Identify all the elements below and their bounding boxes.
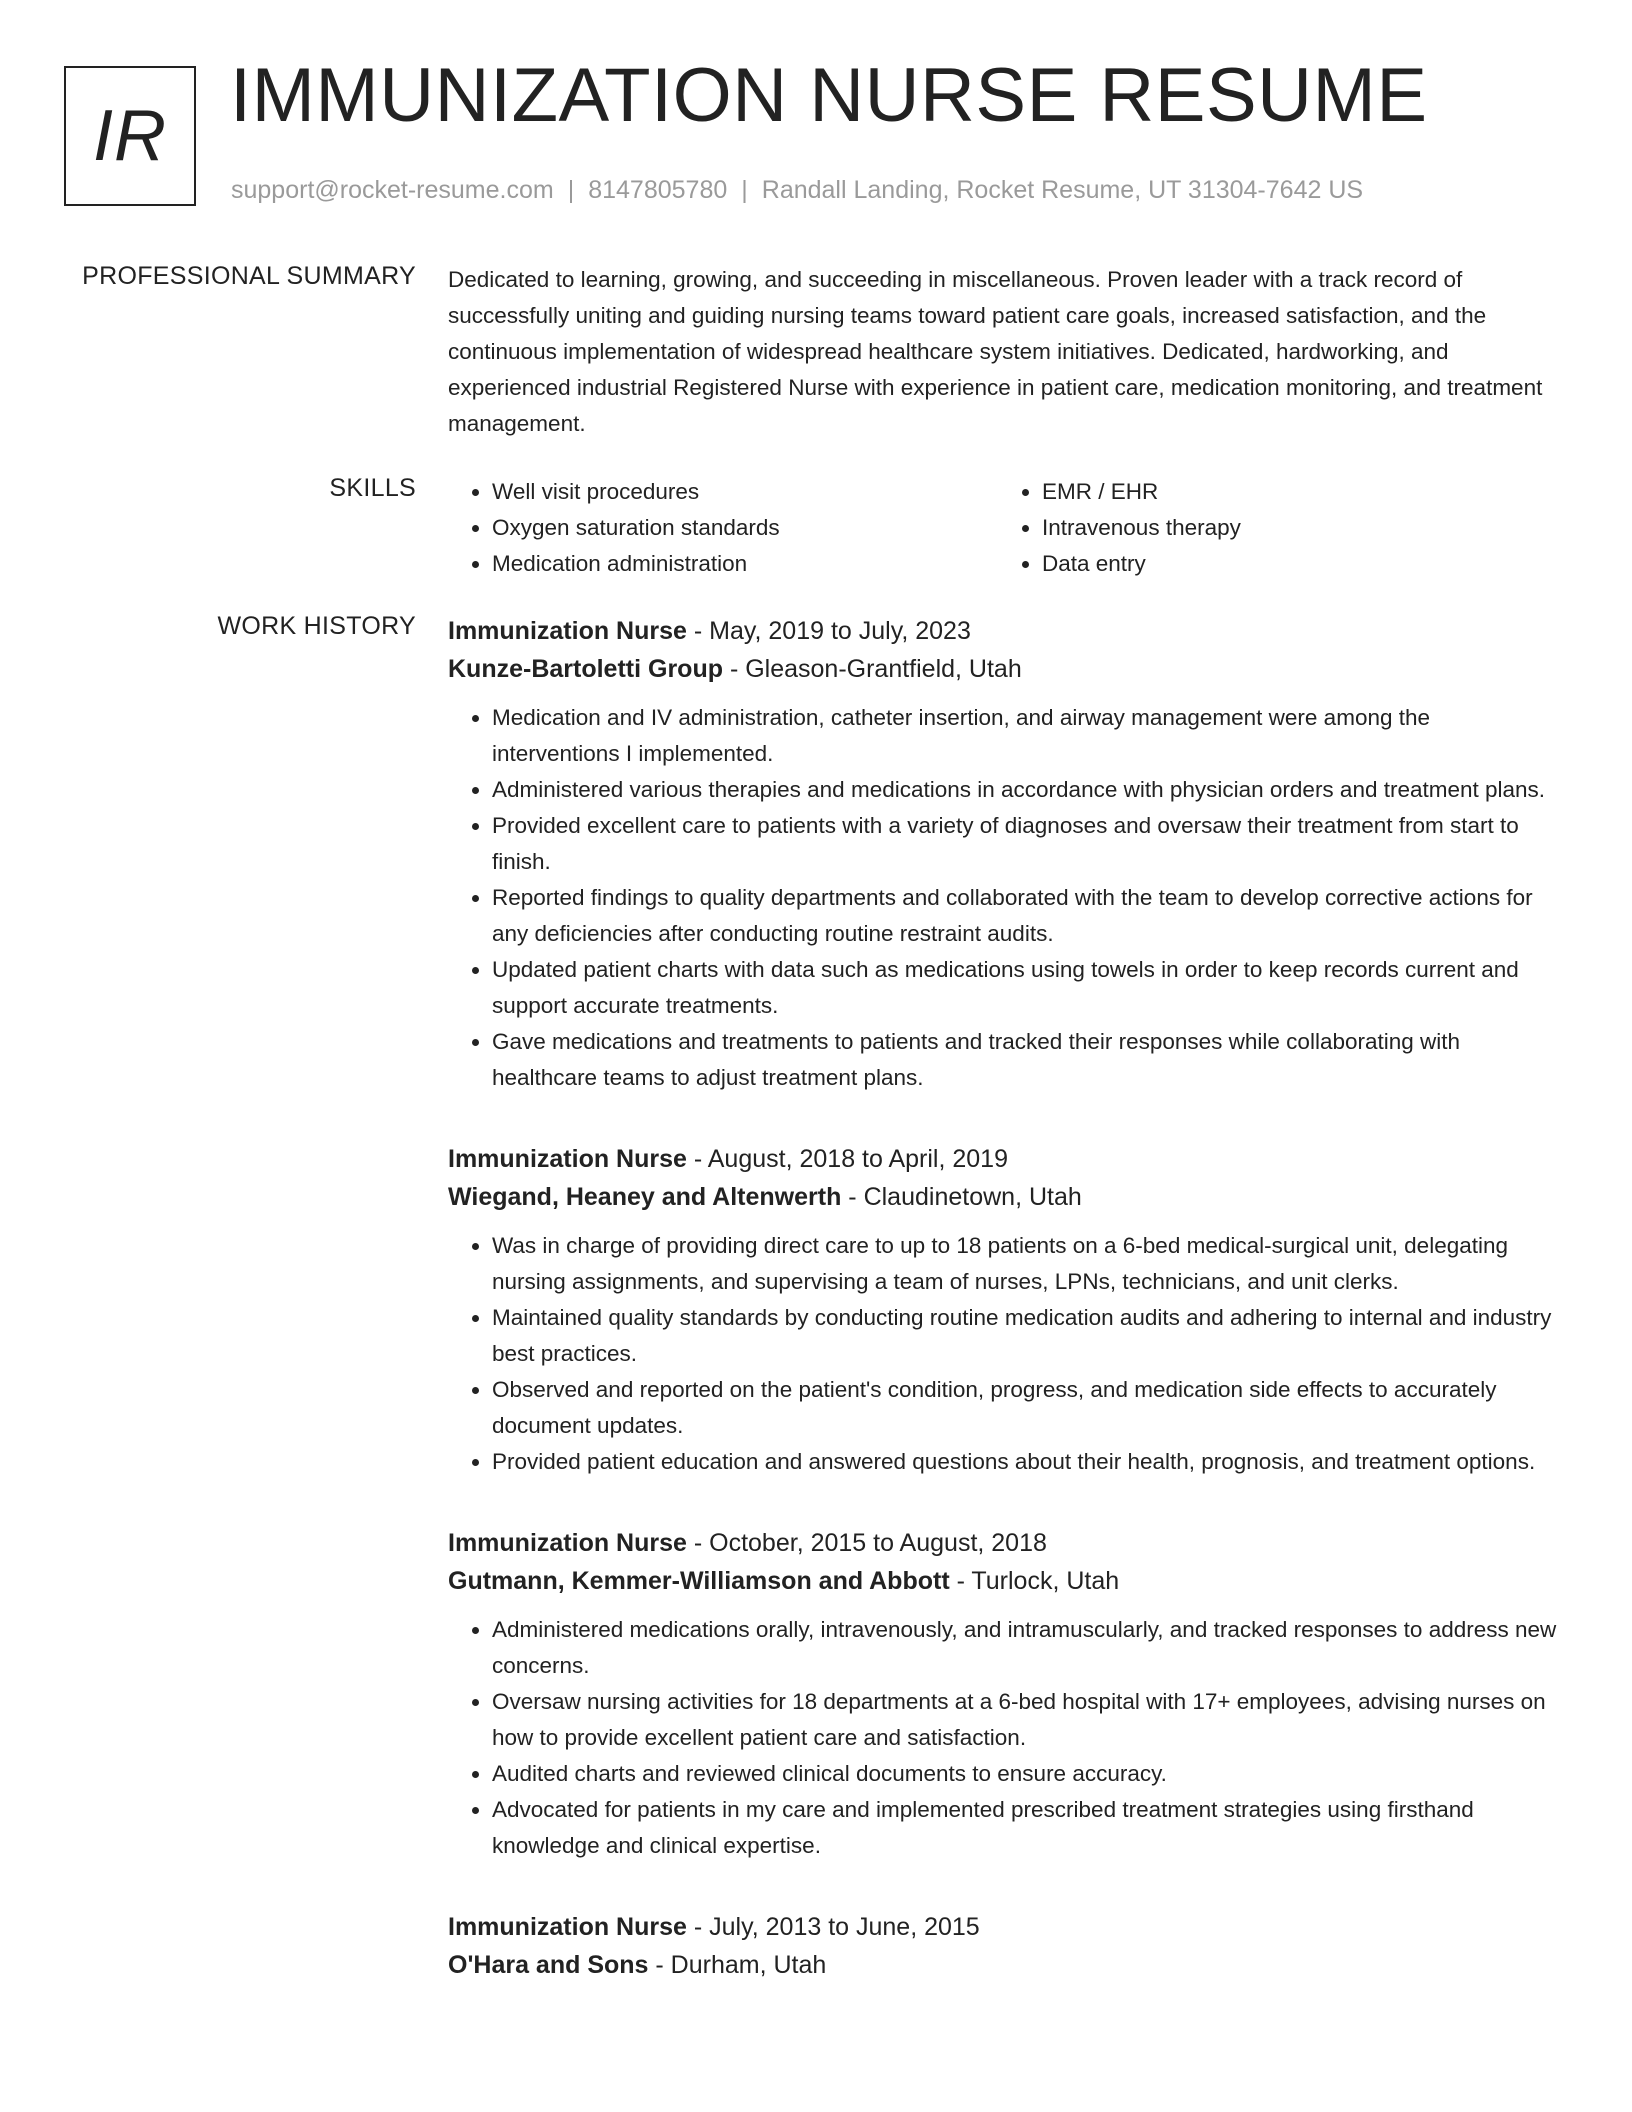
skill-item: • Medication administration	[492, 546, 998, 582]
job-title-line	[448, 1908, 1568, 1946]
summary-text: Dedicated to learning, growing, and succeeding in miscellaneous. Proven leader with a track record of successfully uniting and guiding nursing teams toward patient care goals, increased satisfaction, and the continuous implementation of widespread healthcare system initiatives. Dedicated, hardworking, and experienced industrial Registered Nurse with experience in patient care, medication monitoring, and treatment management.	[448, 267, 1543, 436]
job-bullet: • Medication and IV administration, catheter insertion, and airway management were among the interventions I implemented.	[492, 700, 1568, 772]
job-entry	[448, 1140, 1568, 1480]
section-label-skills: SKILLS	[329, 474, 416, 502]
skills-column-2	[998, 474, 1548, 582]
contact-address: Randall Landing, Rocket Resume, UT 31304-7642 US	[761, 176, 1364, 204]
job-title: Immunization Nurse	[448, 1913, 687, 1941]
job-company-line	[448, 1562, 1568, 1600]
skills-column-1	[448, 474, 998, 582]
job-company: O'Hara and Sons	[448, 1951, 649, 1979]
work-history-body	[448, 612, 1568, 2028]
job-company-line	[448, 650, 1568, 688]
job-bullet: • Administered various therapies and medications in accordance with physician orders and treatment plans.	[492, 772, 1568, 808]
contact-separator: |	[741, 176, 748, 204]
job-bullet: • Administered medications orally, intravenously, and intramuscularly, and tracked responses to address new concerns.	[492, 1612, 1568, 1684]
contact-phone[interactable]: 8147805780	[588, 176, 728, 204]
skill-item: • EMR / EHR	[1042, 474, 1548, 510]
job-dates: - July, 2013 to June, 2015	[686, 1913, 980, 1941]
job-company: Gutmann, Kemmer-Williamson and Abbott	[448, 1567, 950, 1595]
job-bullets	[448, 1228, 1568, 1480]
job-location: - Durham, Utah	[648, 1951, 827, 1979]
skill-item: • Intravenous therapy	[1042, 510, 1548, 546]
job-entry	[448, 1524, 1568, 1864]
job-dates: - May, 2019 to July, 2023	[686, 617, 971, 645]
job-bullet: • Advocated for patients in my care and implemented prescribed treatment strategies using firsthand knowledge and clinical expertise.	[492, 1792, 1568, 1864]
job-bullet: • Was in charge of providing direct care to up to 18 patients on a 6-bed medical-surgical unit, delegating nursing assignments, and supervising a team of nurses, LPNs, technicians, and unit clerks.	[492, 1228, 1568, 1300]
job-company: Kunze-Bartoletti Group	[448, 655, 723, 683]
job-bullet: • Observed and reported on the patient's condition, progress, and medication side effects to accurately document updates.	[492, 1372, 1568, 1444]
job-bullets	[448, 1612, 1568, 1864]
skills-body	[448, 474, 1568, 582]
skill-item: • Well visit procedures	[492, 474, 998, 510]
contact-email[interactable]: support@rocket-resume.com	[231, 176, 554, 204]
job-bullet: • Oversaw nursing activities for 18 departments at a 6-bed hospital with 17+ employees, advising nurses on how to provide excellent patient care and satisfaction.	[492, 1684, 1568, 1756]
job-bullet: • Provided excellent care to patients with a variety of diagnoses and oversaw their treatment from start to finish.	[492, 808, 1568, 880]
job-location: - Turlock, Utah	[949, 1567, 1120, 1595]
job-bullet: • Gave medications and treatments to patients and tracked their responses while collaborating with healthcare teams to adjust treatment plans.	[492, 1024, 1568, 1096]
job-bullet: • Maintained quality standards by conducting routine medication audits and adhering to internal and industry best practices.	[492, 1300, 1568, 1372]
section-label-work-history: WORK HISTORY	[217, 612, 416, 640]
monogram-logo: IR	[64, 66, 196, 206]
job-bullet: • Audited charts and reviewed clinical documents to ensure accuracy.	[492, 1756, 1568, 1792]
job-bullet: • Reported findings to quality departments and collaborated with the team to develop corrective actions for any deficiencies after conducting routine restraint audits.	[492, 880, 1568, 952]
contact-line	[231, 176, 1363, 205]
job-title-line	[448, 1140, 1568, 1178]
contact-separator: |	[567, 176, 575, 204]
job-dates: - October, 2015 to August, 2018	[686, 1529, 1047, 1557]
job-bullets	[448, 700, 1568, 1096]
resume-title: IMMUNIZATION NURSE RESUME	[230, 53, 1428, 138]
section-label-summary: PROFESSIONAL SUMMARY	[82, 262, 416, 290]
job-company-line	[448, 1178, 1568, 1216]
job-entry	[448, 1908, 1568, 1984]
skill-item: • Data entry	[1042, 546, 1548, 582]
job-company-line	[448, 1946, 1568, 1984]
job-title: Immunization Nurse	[448, 1529, 687, 1557]
job-dates: - August, 2018 to April, 2019	[686, 1145, 1008, 1173]
skill-item: • Oxygen saturation standards	[492, 510, 998, 546]
job-entry	[448, 612, 1568, 1096]
job-title-line	[448, 612, 1568, 650]
summary-body	[448, 262, 1568, 442]
job-title: Immunization Nurse	[448, 617, 687, 645]
job-location: - Gleason-Grantfield, Utah	[723, 655, 1022, 683]
job-location: - Claudinetown, Utah	[841, 1183, 1082, 1211]
job-title-line	[448, 1524, 1568, 1562]
job-bullet: • Updated patient charts with data such as medications using towels in order to keep records current and support accurate treatments.	[492, 952, 1568, 1024]
job-bullet: • Provided patient education and answered questions about their health, prognosis, and treatment options.	[492, 1444, 1568, 1480]
job-company: Wiegand, Heaney and Altenwerth	[448, 1183, 842, 1211]
job-title: Immunization Nurse	[448, 1145, 687, 1173]
